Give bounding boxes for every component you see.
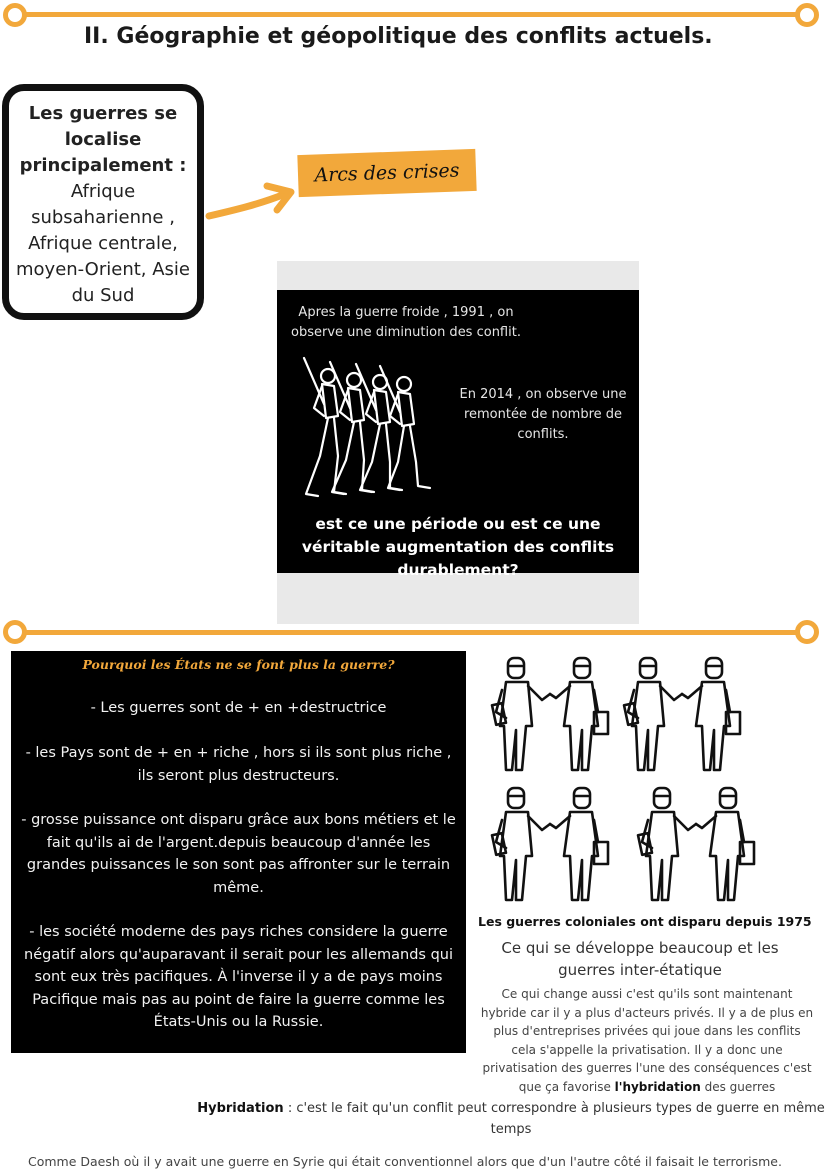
develop-text: Ce qui se développe beaucoup et les guerres inter-étatique [501,939,779,979]
top-left-ring-icon [3,3,27,27]
why-point-4: - les société moderne des pays riches considere la guerre négatif alors qu'auparavant il serait pour les allemands qui sont eux très pacifiques. À l'inverse il y a de pays moins Pacifique mais pas au point de faire la guerre comme les États-Unis ou la Russie. [24,924,453,1030]
change-text [480,985,814,1096]
top-divider [22,12,808,17]
why-question: Pourquoi les États ne se font plus la guerre? [82,657,395,672]
why-point-1: - Les guerres sont de + en +destructrice [90,700,387,716]
change-body: Ce qui change aussi c'est qu'ils sont maintenant hybride car il y a plus d'acteurs privés. Il y a de plus en plus d'entreprises privées qui joue dans les conflits cela s'appelle la privatisation. Il y a donc une privatisation des guerres l'une des conséquences c'est que ça favorise [480,987,814,1094]
definition-term: Hybridation [197,1101,284,1116]
arcs-des-crises-label: Arcs des crises [297,149,476,197]
people-handshake-icon [488,654,760,902]
page-title: II. Géographie et géopolitique des conflits actuels. [84,24,713,49]
marching-soldiers-icon [294,356,436,502]
photo-text-2014: En 2014 , on observe une remontée de nombre de conflits. [459,387,627,442]
localisation-regions: Afrique subsaharienne , Afrique centrale, moyen-Orient, Asie du Sud [16,181,190,306]
arrow-icon [205,180,300,225]
change-tail: des guerres [700,1079,776,1094]
coloniales-caption: Les guerres coloniales ont disparu depuis 1975 [478,914,812,929]
hybridation-word: l'hybridation [614,1079,701,1094]
definition [196,1098,826,1140]
example-text: Comme Daesh où il y avait une guerre en Syrie qui était conventionnel alors que d'un l'autre côté il faisait le terrorisme. [28,1154,782,1169]
definition-text: : c'est le fait qu'un conflit peut correspondre à plusieurs types de guerre en même temps [283,1101,825,1137]
top-right-ring-icon [795,3,819,27]
why-box [11,651,466,1053]
photo-question: est ce une période ou est ce une véritable augmentation des conflits durablement? [301,515,615,579]
middle-divider [22,630,808,635]
middle-right-ring-icon [795,620,819,644]
photo-text-1991: Apres la guerre froide , 1991 , on observe une diminution des conflit. [291,305,521,340]
localisation-heading: Les guerres se localise principalement : [19,103,187,176]
middle-left-ring-icon [3,620,27,644]
why-point-2: - les Pays sont de + en + riche , hors si ils sont plus riche , ils seront plus destructeurs. [25,745,452,784]
localisation-box [2,84,204,320]
why-point-3: - grosse puissance ont disparu grâce aux bons métiers et le fait qu'ils ai de l'argent.depuis beaucoup d'année les grandes puissances le son sont pas affronter sur le terrain même. [21,812,456,896]
